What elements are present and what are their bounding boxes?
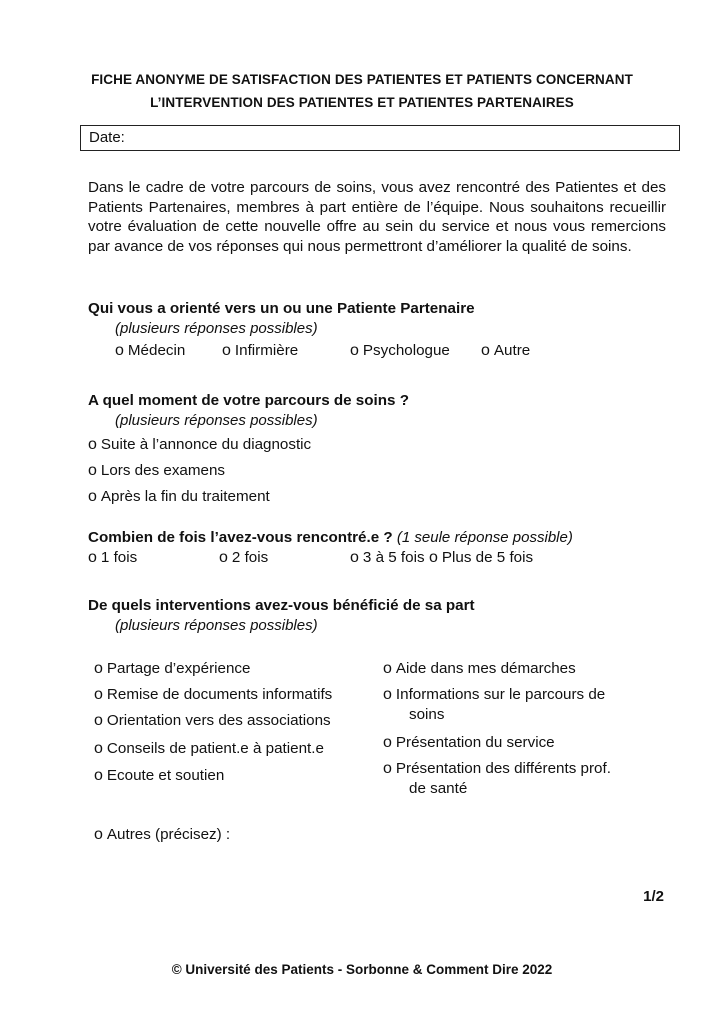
checkbox-circle-icon: o [350,342,359,359]
intro-paragraph: Dans le cadre de votre parcours de soins, vous avez rencontré des Patientes et des Patients Partenaires, membres à part entière de l’équipe. Nous souhaitons recueillir votre évaluation de cette nouvelle offre au sein du service et nous vous remercions par avance de vos réponses qui nous permettront d’améliorer la qualité de soins. [88,179,666,255]
option-label: Présentation des différents prof. [395,760,611,777]
option-label: Remise de documents informatifs [106,686,333,703]
q4-option-conseils[interactable] [94,740,324,758]
option-label: Médecin [127,342,186,359]
question-3 [88,529,573,546]
date-field[interactable] [80,125,680,151]
checkbox-circle-icon: o [383,760,392,777]
option-label: Plus de 5 fois [441,549,534,566]
checkbox-circle-icon: o [222,342,231,359]
page-number: 1/2 [643,888,664,905]
q2-option-diagnostic[interactable] [88,436,311,454]
option-label: Infirmière [234,342,299,359]
title-line-2: L’INTERVENTION DES PATIENTES ET PATIENTES PARTENAIRES [150,95,574,110]
q3-option-3-5-fois[interactable] [350,549,425,567]
question-4-hint: (plusieurs réponses possibles) [115,617,318,634]
option-label: Après la fin du traitement [100,488,270,505]
document-title [60,68,664,114]
q2-option-fin-traitement[interactable] [88,488,270,506]
checkbox-circle-icon: o [94,826,103,843]
question-4: De quels interventions avez-vous bénéficié de sa part [88,597,475,614]
q4-option-documents[interactable] [94,686,332,704]
checkbox-circle-icon: o [88,488,97,505]
radio-circle-icon: o [88,549,97,566]
option-label-continued: soins [409,706,445,723]
option-label: Psychologue [362,342,450,359]
q3-option-2-fois[interactable] [219,549,268,567]
option-label: Orientation vers des associations [106,712,331,729]
checkbox-circle-icon: o [94,767,103,784]
q4-option-aide-demarches[interactable] [383,660,576,678]
question-2: A quel moment de votre parcours de soins ? [88,392,409,409]
q4-option-informations-parcours[interactable] [383,686,605,723]
checkbox-circle-icon: o [94,686,103,703]
question-1: Qui vous a orienté vers un ou une Patiente Partenaire [88,300,475,317]
title-line-1: FICHE ANONYME DE SATISFACTION DES PATIENTES ET PATIENTS CONCERNANT [91,72,633,87]
option-label: Aide dans mes démarches [395,660,576,677]
question-2-hint: (plusieurs réponses possibles) [115,412,318,429]
q4-option-ecoute[interactable] [94,767,224,785]
option-label-continued: de santé [409,780,468,797]
option-label: Autre [493,342,531,359]
option-label: 3 à 5 fois [362,549,425,566]
q1-option-medecin[interactable] [115,342,185,360]
q3-option-plus-5-fois[interactable] [429,549,533,567]
option-label: Lors des examens [100,462,226,479]
radio-circle-icon: o [219,549,228,566]
checkbox-circle-icon: o [383,660,392,677]
option-label: 1 fois [100,549,138,566]
question-3-hint: (1 seule réponse possible) [396,529,573,546]
option-label: Informations sur le parcours de [395,686,606,703]
option-label: Présentation du service [395,734,555,751]
q4-option-associations[interactable] [94,712,331,730]
option-label: Partage d’expérience [106,660,251,677]
checkbox-circle-icon: o [94,660,103,677]
q4-option-autres[interactable] [94,826,230,844]
checkbox-circle-icon: o [481,342,490,359]
q3-option-1-fois[interactable] [88,549,137,567]
radio-circle-icon: o [429,549,438,566]
q1-option-infirmiere[interactable] [222,342,298,360]
option-label: Ecoute et soutien [106,767,225,784]
q1-option-autre[interactable] [481,342,530,360]
option-label: Conseils de patient.e à patient.e [106,740,324,757]
question-3-text: Combien de fois l’avez-vous rencontré.e ? [88,529,393,546]
checkbox-circle-icon: o [88,436,97,453]
checkbox-circle-icon: o [383,686,392,703]
checkbox-circle-icon: o [94,712,103,729]
checkbox-circle-icon: o [94,740,103,757]
footer-copyright: © Université des Patients - Sorbonne & Comment Dire 2022 [171,962,553,977]
option-label: 2 fois [231,549,269,566]
radio-circle-icon: o [350,549,359,566]
q4-option-presentation-prof[interactable] [383,760,611,797]
checkbox-circle-icon: o [383,734,392,751]
checkbox-circle-icon: o [115,342,124,359]
date-label: Date: [89,129,125,146]
option-label: Autres (précisez) : [106,826,231,843]
q4-option-partage[interactable] [94,660,250,678]
q2-option-examens[interactable] [88,462,225,480]
q4-option-presentation-service[interactable] [383,734,555,752]
option-label: Suite à l’annonce du diagnostic [100,436,312,453]
checkbox-circle-icon: o [88,462,97,479]
q1-option-psychologue[interactable] [350,342,450,360]
question-1-hint: (plusieurs réponses possibles) [115,320,318,337]
